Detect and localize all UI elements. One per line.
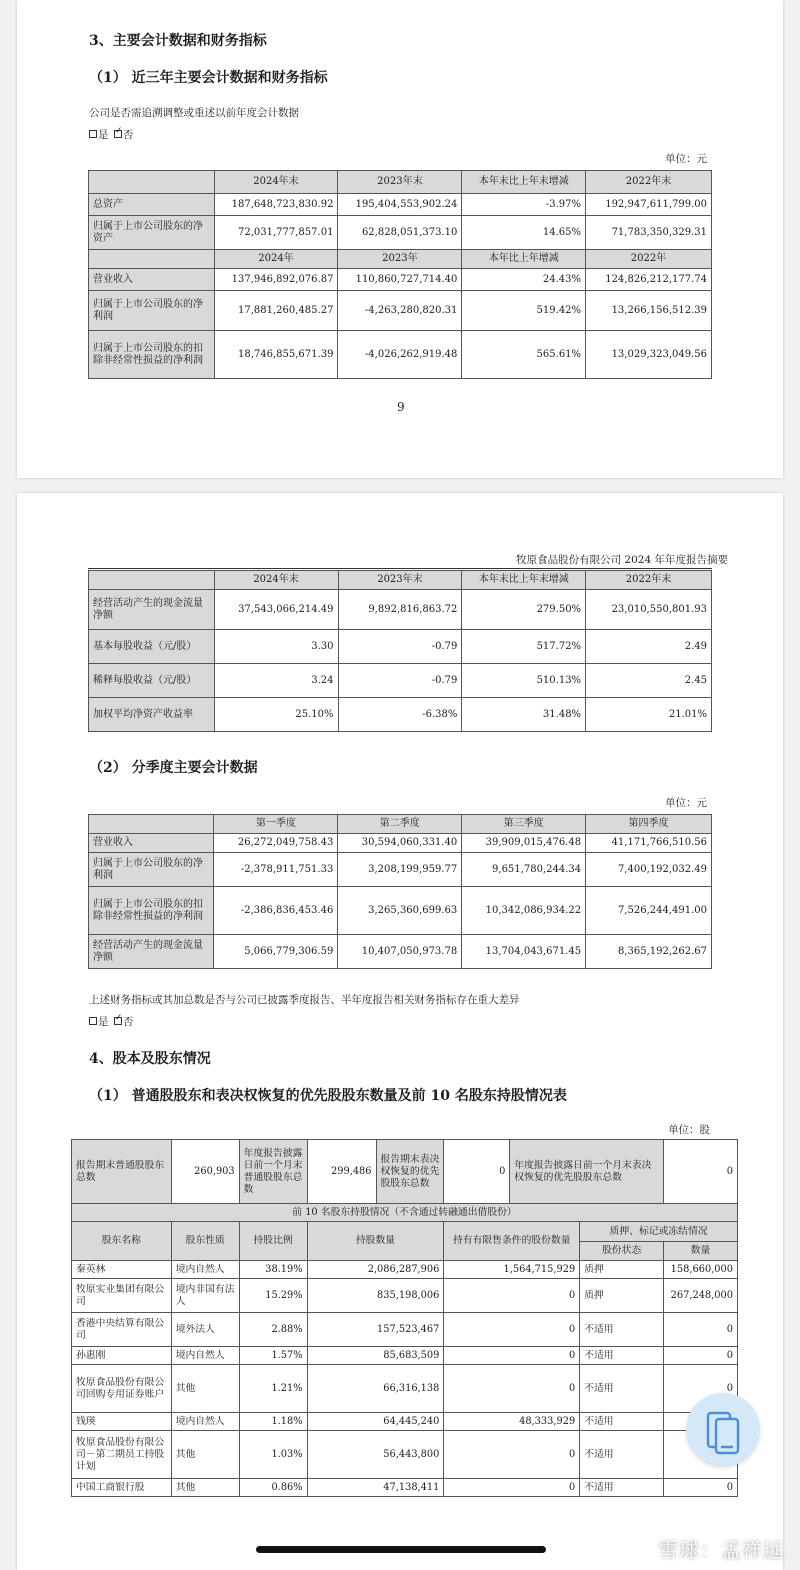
holder-name: 秦英林 [72, 1261, 172, 1279]
header-cell: 本年比上年增减 [462, 250, 586, 269]
value-cell: 110,860,727,714.40 [338, 269, 462, 291]
summary-value: 299,486 [307, 1140, 376, 1204]
holder-name: 中国工商银行股 [72, 1479, 172, 1497]
value-cell: 5,066,779,306.59 [214, 935, 338, 969]
top10-caption: 前 10 名股东持股情况（不含通过转融通出借股份） [72, 1204, 738, 1222]
table-row [72, 1313, 738, 1347]
value-cell: 510.13% [462, 664, 586, 698]
value-cell: 14.65% [462, 216, 586, 250]
value-cell: 25.10% [214, 698, 338, 732]
section-title-shareholders: 4、股本及股东情况 [89, 1051, 211, 1067]
header-cell: 本年末比上年末增减 [462, 571, 586, 590]
value-cell: 7,526,244,491.00 [586, 887, 712, 935]
row-label: 归属于上市公司股东的扣除非经常性损益的净利润 [89, 887, 214, 935]
summary-value: 0 [663, 1140, 737, 1204]
holder-ratio: 0.86% [239, 1479, 307, 1497]
checkbox-unchecked-icon [89, 1017, 97, 1025]
header-cell [89, 250, 215, 269]
value-cell: -6.38% [338, 698, 462, 732]
holder-status: 不适用 [580, 1479, 664, 1497]
holder-restricted: 0 [444, 1279, 580, 1313]
table-row [89, 216, 712, 250]
holder-name: 牧原食品股份有限公司回购专用证券账户 [72, 1365, 172, 1413]
value-cell: 30,594,060,331.40 [338, 834, 462, 853]
restatement-answer: 是 ✓ 否 [89, 127, 133, 142]
table-row [89, 331, 712, 379]
table-row [89, 630, 712, 664]
holder-status: 不适用 [580, 1365, 664, 1413]
value-cell: -2,386,836,453.46 [214, 887, 338, 935]
row-label: 经营活动产生的现金流量净额 [89, 590, 215, 630]
holder-count: 835,198,006 [307, 1279, 444, 1313]
holder-name: 钱瑛 [72, 1413, 172, 1431]
value-cell: 2.49 [586, 630, 712, 664]
header-cell: 2024年末 [214, 571, 338, 590]
page-number: 9 [397, 400, 405, 414]
holder-name: 牧原食品股份有限公司－第二期员工持股计划 [72, 1431, 172, 1479]
holder-restricted: 0 [444, 1313, 580, 1347]
three-year-financial-table [88, 170, 712, 379]
value-cell: 10,407,050,973.78 [338, 935, 462, 969]
header-cell: 2024年 [214, 250, 338, 269]
financial-indicators-table [88, 570, 712, 732]
header-cell: 第四季度 [586, 815, 712, 834]
restatement-question: 公司是否需追溯调整或重述以前年度会计数据 [89, 107, 299, 119]
table-row [72, 1413, 738, 1431]
value-cell: 192,947,611,799.00 [586, 194, 712, 216]
header-cell: 第二季度 [338, 815, 462, 834]
value-cell: -0.79 [338, 630, 462, 664]
holder-count: 66,316,138 [307, 1365, 444, 1413]
holder-restricted: 0 [444, 1347, 580, 1365]
holder-ratio: 1.03% [239, 1431, 307, 1479]
table-row [89, 935, 712, 969]
summary-value: 260,903 [171, 1140, 239, 1204]
value-cell: 13,029,323,049.56 [586, 331, 712, 379]
value-cell: 124,826,212,177.74 [586, 269, 712, 291]
checkbox-checked-icon [114, 130, 122, 138]
row-label: 归属于上市公司股东的净利润 [89, 291, 215, 331]
summary-label: 报告期末普通股股东总数 [72, 1140, 172, 1204]
value-cell: -3.97% [462, 194, 586, 216]
report-page-10 [17, 493, 783, 1570]
table-row [72, 1365, 738, 1413]
header-cell: 股东性质 [171, 1222, 239, 1261]
table-row [89, 590, 712, 630]
summary-value: 0 [444, 1140, 510, 1204]
summary-label: 报告期末表决权恢复的优先股股东总数 [376, 1140, 444, 1204]
holder-count: 56,443,800 [307, 1431, 444, 1479]
value-cell: 279.50% [462, 590, 586, 630]
holder-status: 不适用 [580, 1347, 664, 1365]
holder-ratio: 15.29% [239, 1279, 307, 1313]
summary-label: 年度报告披露日前一个月末普通股股东总数 [239, 1140, 307, 1204]
value-cell: 3,265,360,699.63 [338, 887, 462, 935]
value-cell: 24.43% [462, 269, 586, 291]
value-cell: 2.45 [586, 664, 712, 698]
holder-status: 不适用 [580, 1413, 664, 1431]
row-label: 稀释每股收益（元/股） [89, 664, 215, 698]
value-cell: 17,881,260,485.27 [214, 291, 338, 331]
holder-qty: 158,660,000 [663, 1261, 737, 1279]
checkbox-checked-icon [114, 1017, 122, 1025]
header-divider [88, 568, 712, 569]
holder-qty: 0 [663, 1479, 737, 1497]
holder-status: 不适用 [580, 1313, 664, 1347]
subsection-title-quarterly: （2） 分季度主要会计数据 [89, 760, 258, 776]
unit-label: 单位：元 [665, 797, 707, 809]
row-label: 经营活动产生的现金流量净额 [89, 935, 214, 969]
xueqiu-watermark: 雪球：孟祥远 [658, 1538, 784, 1562]
row-label: 总资产 [89, 194, 215, 216]
value-cell: 3,208,199,959.77 [338, 853, 462, 887]
holder-restricted: 0 [444, 1431, 580, 1479]
value-cell: 62,828,051,373.10 [338, 216, 462, 250]
holder-count: 157,523,467 [307, 1313, 444, 1347]
value-cell: 23,010,550,801.93 [586, 590, 712, 630]
holder-qty: 0 [663, 1313, 737, 1347]
holder-name: 孙惠刚 [72, 1347, 172, 1365]
subsection-title-top10: （1） 普通股股东和表决权恢复的优先股股东数量及前 10 名股东持股情况表 [89, 1088, 567, 1104]
header-cell: 2023年末 [338, 171, 462, 194]
header-cell: 数量 [663, 1242, 737, 1261]
quarterly-data-table [88, 814, 712, 969]
table-header-row [89, 571, 712, 590]
table-row [72, 1261, 738, 1279]
row-label: 营业收入 [89, 269, 215, 291]
holder-status: 质押 [580, 1261, 664, 1279]
table-header-row [72, 1222, 738, 1242]
table-row [89, 269, 712, 291]
table-row [89, 664, 712, 698]
value-cell: 31.48% [462, 698, 586, 732]
holder-qty: 0 [663, 1347, 737, 1365]
value-cell: 3.30 [214, 630, 338, 664]
summary-row [72, 1140, 738, 1204]
holder-restricted: 0 [444, 1479, 580, 1497]
holder-nature: 其他 [171, 1431, 239, 1479]
header-cell: 2023年末 [338, 571, 462, 590]
holder-count: 85,683,509 [307, 1347, 444, 1365]
checkbox-unchecked-icon [89, 130, 97, 138]
table-row [89, 887, 712, 935]
holder-qty: 0 [663, 1365, 737, 1413]
table-row [72, 1431, 738, 1479]
value-cell: 10,342,086,934.22 [462, 887, 586, 935]
value-cell: -2,378,911,751.33 [214, 853, 338, 887]
header-cell: 持股比例 [239, 1222, 307, 1261]
header-cell: 2022年末 [586, 171, 712, 194]
value-cell: -4,026,262,919.48 [338, 331, 462, 379]
value-cell: 26,272,049,758.43 [214, 834, 338, 853]
holder-nature: 境内自然人 [171, 1347, 239, 1365]
table-row [72, 1279, 738, 1313]
value-cell: 195,404,553,902.24 [338, 194, 462, 216]
row-label: 基本每股收益（元/股） [89, 630, 215, 664]
holder-restricted: 0 [444, 1365, 580, 1413]
share-unit-label: 单位：股 [668, 1124, 710, 1136]
value-cell: 9,892,816,863.72 [338, 590, 462, 630]
value-cell: 37,543,066,214.49 [214, 590, 338, 630]
holder-nature: 境内自然人 [171, 1261, 239, 1279]
header-cell: 持有有限售条件的股份数量 [444, 1222, 580, 1261]
table-header-row [89, 171, 712, 194]
table-row [89, 698, 712, 732]
subsection-title-three-years: （1） 近三年主要会计数据和财务指标 [89, 70, 328, 86]
holder-status: 质押 [580, 1279, 664, 1313]
home-indicator[interactable] [256, 1546, 546, 1553]
holder-name: 牧原实业集团有限公司 [72, 1279, 172, 1313]
table-row [72, 1347, 738, 1365]
value-cell: 18,746,855,671.39 [214, 331, 338, 379]
holder-restricted: 1,564,715,929 [444, 1261, 580, 1279]
table-header-row [89, 815, 712, 834]
summary-label: 年度报告披露日前一个月末表决权恢复的优先股股东总数 [510, 1140, 664, 1204]
header-cell: 2022年末 [586, 571, 712, 590]
table-row [89, 291, 712, 331]
holder-ratio: 1.57% [239, 1347, 307, 1365]
holder-ratio: 1.21% [239, 1365, 307, 1413]
header-cell: 股东名称 [72, 1222, 172, 1261]
row-label: 加权平均净资产收益率 [89, 698, 215, 732]
holder-count: 64,445,240 [307, 1413, 444, 1431]
holder-name: 香港中央结算有限公司 [72, 1313, 172, 1347]
header-cell: 第三季度 [462, 815, 586, 834]
value-cell: 187,648,723,830.92 [214, 194, 338, 216]
holder-status: 不适用 [580, 1431, 664, 1479]
table-row [89, 834, 712, 853]
table-row [72, 1479, 738, 1497]
holder-ratio: 2.88% [239, 1313, 307, 1347]
header-cell: 股份状态 [580, 1242, 664, 1261]
value-cell: 137,946,892,076.87 [214, 269, 338, 291]
holder-qty: 267,248,000 [663, 1279, 737, 1313]
value-cell: 13,704,043,671.45 [462, 935, 586, 969]
difference-answer: 是 ✓ 否 [89, 1014, 133, 1029]
difference-question: 上述财务指标或其加总数是否与公司已披露季度报告、半年度报告相关财务指标存在重大差异 [89, 994, 520, 1006]
header-cell: 第一季度 [214, 815, 338, 834]
unit-label: 单位：元 [665, 153, 707, 165]
value-cell: 21.01% [586, 698, 712, 732]
header-cell [89, 571, 215, 590]
row-label: 归属于上市公司股东的净资产 [89, 216, 215, 250]
value-cell: 71,783,350,329.31 [586, 216, 712, 250]
value-cell: 41,171,766,510.56 [586, 834, 712, 853]
table-row [89, 194, 712, 216]
header-cell: 质押、标记或冻结情况 [580, 1222, 738, 1242]
value-cell: 8,365,192,262.67 [586, 935, 712, 969]
header-cell [89, 815, 214, 834]
value-cell: 519.42% [462, 291, 586, 331]
row-label: 营业收入 [89, 834, 214, 853]
value-cell: -0.79 [338, 664, 462, 698]
header-cell: 持股数量 [307, 1222, 444, 1261]
holder-nature: 其他 [171, 1365, 239, 1413]
header-cell [89, 171, 215, 194]
table-header-row [89, 250, 712, 269]
holder-nature: 境内自然人 [171, 1413, 239, 1431]
holder-nature: 其他 [171, 1479, 239, 1497]
floating-copy-button[interactable] [686, 1393, 760, 1467]
holder-count: 47,138,411 [307, 1479, 444, 1497]
holder-ratio: 1.18% [239, 1413, 307, 1431]
value-cell: 565.61% [462, 331, 586, 379]
caption-row [72, 1204, 738, 1222]
header-cell: 2022年 [586, 250, 712, 269]
header-cell: 2024年末 [214, 171, 338, 194]
holder-ratio: 38.19% [239, 1261, 307, 1279]
table-row [89, 853, 712, 887]
row-label: 归属于上市公司股东的扣除非经常性损益的净利润 [89, 331, 215, 379]
header-cell: 本年末比上年末增减 [462, 171, 586, 194]
value-cell: 7,400,192,032.49 [586, 853, 712, 887]
value-cell: 517.72% [462, 630, 586, 664]
phone-copy-icon [686, 1393, 760, 1467]
value-cell: 39,909,015,476.48 [462, 834, 586, 853]
section-title-financial-data: 3、主要会计数据和财务指标 [89, 33, 267, 49]
holder-restricted: 48,333,929 [444, 1413, 580, 1431]
report-page-9 [17, 0, 783, 478]
header-cell: 2023年 [338, 250, 462, 269]
value-cell: 13,266,156,512.39 [586, 291, 712, 331]
value-cell: 9,651,780,244.34 [462, 853, 586, 887]
shareholder-table [71, 1139, 738, 1497]
value-cell: 3.24 [214, 664, 338, 698]
holder-count: 2,086,287,906 [307, 1261, 444, 1279]
value-cell: -4,263,280,820.31 [338, 291, 462, 331]
running-header: 牧原食品股份有限公司 2024 年年度报告摘要 [516, 554, 728, 566]
holder-nature: 境内非国有法人 [171, 1279, 239, 1313]
holder-nature: 境外法人 [171, 1313, 239, 1347]
row-label: 归属于上市公司股东的净利润 [89, 853, 214, 887]
value-cell: 72,031,777,857.01 [214, 216, 338, 250]
